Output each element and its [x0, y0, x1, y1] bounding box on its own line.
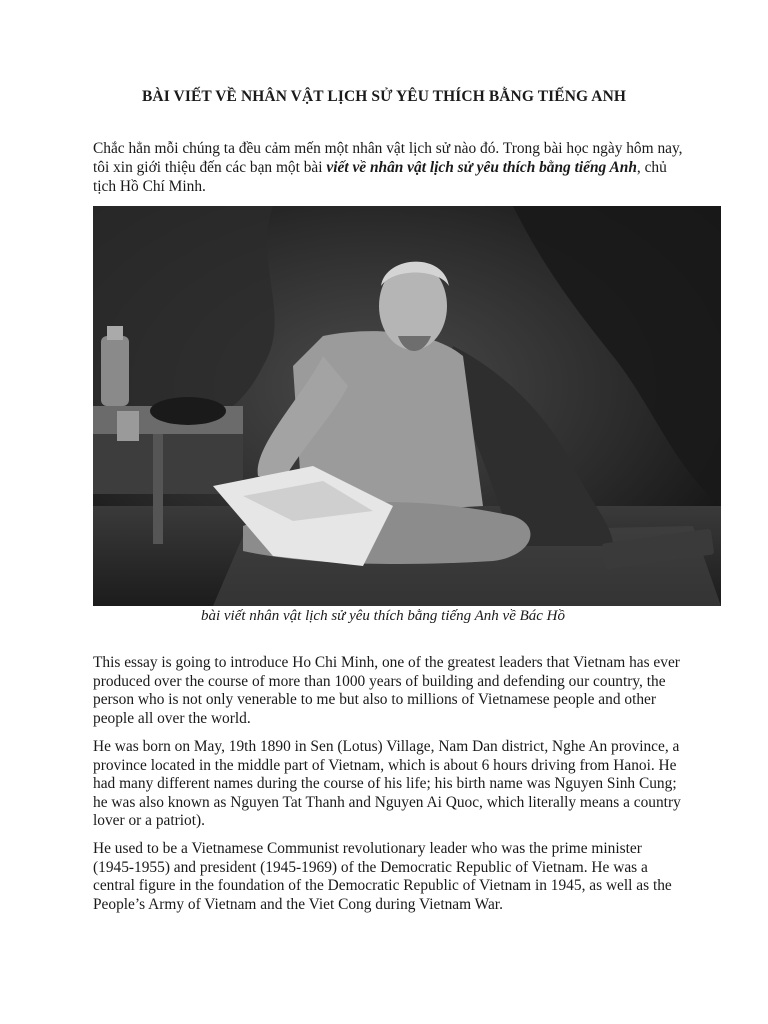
intro-paragraph: [93, 139, 683, 196]
document-title: BÀI VIẾT VỀ NHÂN VẬT LỊCH SỬ YÊU THÍCH BẰNG TIẾNG ANH: [141, 88, 627, 105]
historical-photo: [93, 206, 721, 606]
body-paragraph-2: He was born on May, 19th 1890 in Sen (Lotus) Village, Nam Dan district, Nghe An province, a province located in the middle part of Vietnam, which is about 6 hours driving from Hanoi. He had many different names during the course of his life; his birth name was Nguyen Sinh Cung; he was also known as Nguyen Tat Thanh and Nguyen Ai Quoc, which literally means a country lover or a patriot).: [93, 738, 681, 830]
body-paragraph-3: He used to be a Vietnamese Communist revolutionary leader who was the prime minister (1945-1955) and president (1945-1969) of the Democratic Republic of Vietnam. He was a central figure in the foundation of the Democratic Republic of Vietnam in 1945, as well as the People’s Army of Vietnam and the Viet Cong during Vietnam War.: [93, 840, 672, 913]
intro-text: Chắc hẳn mỗi chúng ta đều cảm mến một nhân vật lịch sử nào đó. Trong bài học ngày hôm nay, tôi xin giới thiệu đến các bạn một bài: [93, 140, 683, 176]
body-paragraph-1: This essay is going to introduce Ho Chi Minh, one of the greatest leaders that Vietnam has ever produced over the course of more than 1000 years of building and defending our country, the person who is not only venerable to me but also to millions of Vietnamese people and other people all over the world.: [93, 654, 680, 727]
intro-emphasis: viết về nhân vật lịch sử yêu thích bằng tiếng Anh: [326, 159, 637, 176]
image-caption: bài viết nhân vật lịch sử yêu thích bằng tiếng Anh về Bác Hồ: [200, 608, 566, 624]
intro-text-end: , chủ tịch Hồ Chí Minh.: [93, 159, 667, 195]
